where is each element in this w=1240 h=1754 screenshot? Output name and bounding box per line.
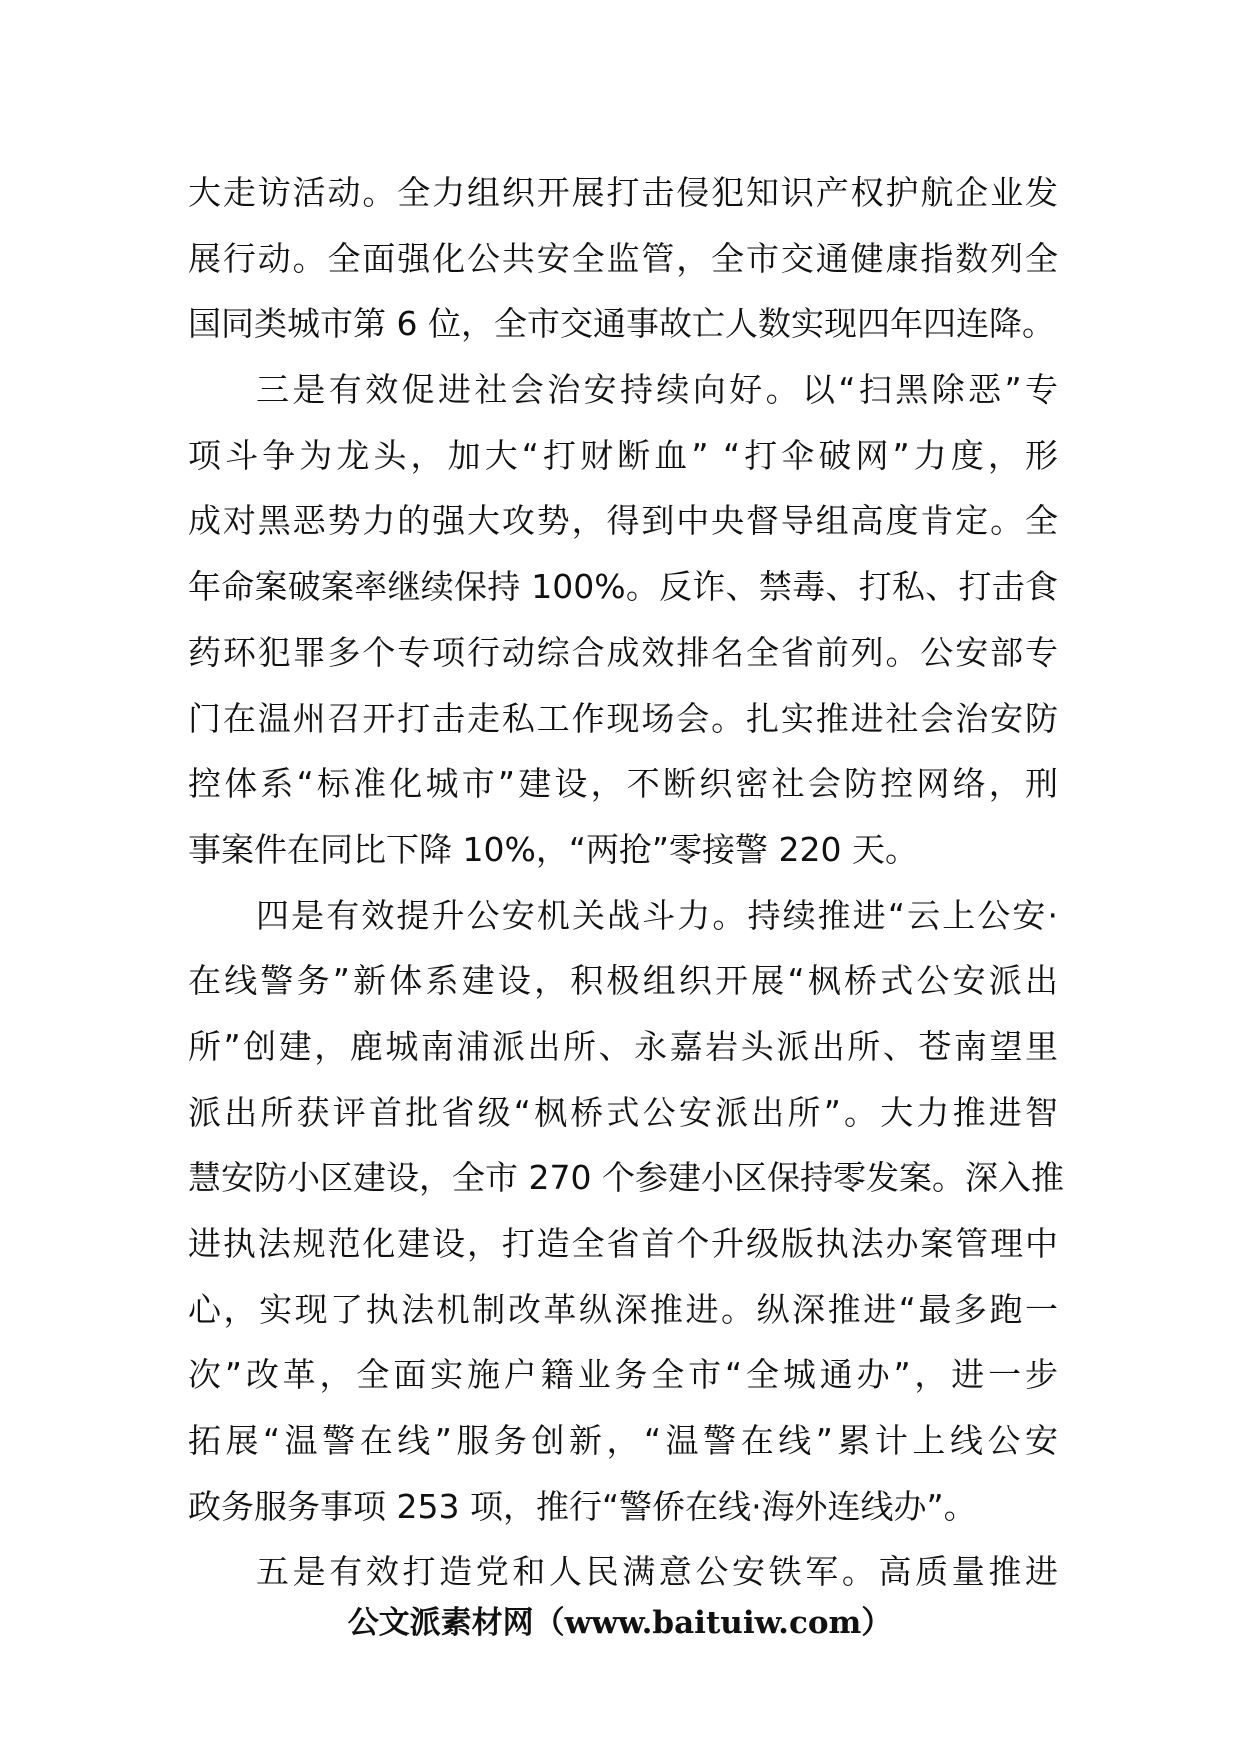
paragraph-4 — [188, 1539, 1058, 1605]
text-line: 五是有效打造党和人民满意公安铁军。高质量推进 — [256, 1552, 1058, 1592]
text-line: 四是有效提升公安机关战斗力。持续推进“云上公安· — [256, 895, 1058, 935]
text-line: 国同类城市第 6 位，全市交通事故亡人数实现四年四连降。 — [188, 304, 1055, 344]
text-line: 派出所获评首批省级“枫桥式公安派出所”。大力推进智 — [188, 1092, 1058, 1132]
text-line: 心，实现了执法机制改革纵深推进。纵深推进“最多跑一 — [188, 1289, 1058, 1329]
footer-watermark: 公文派素材网（www.baituiw.com） — [347, 1605, 893, 1641]
text-line: 三是有效促进社会治安持续向好。以“扫黑除恶”专 — [256, 370, 1058, 410]
body-text — [188, 160, 1064, 1605]
text-line: 大走访活动。全力组织开展打击侵犯知识产权护航企业发 — [188, 173, 1058, 212]
text-line: 控体系“标准化城市”建设，不断织密社会防控网络，刑 — [188, 764, 1058, 804]
text-line: 次”改革，全面实施户籍业务全市“全城通办”，进一步 — [188, 1355, 1058, 1395]
text-line: 展行动。全面强化公共安全监管，全市交通健康指数列全 — [188, 238, 1058, 278]
text-line: 项斗争为龙头，加大“打财断血” “打伞破网”力度，形 — [188, 435, 1058, 475]
text-line: 事案件在同比下降 10%，“两抢”零接警 220 天。 — [188, 829, 918, 869]
text-line: 在线警务”新体系建设，积极组织开展“枫桥式公安派出 — [188, 961, 1058, 1001]
paragraph-3 — [188, 883, 1064, 1540]
text-line: 药环犯罪多个专项行动综合成效排名全省前列。公安部专 — [188, 632, 1058, 672]
text-line: 慧安防小区建设，全市 270 个参建小区保持零发案。深入推 — [188, 1158, 1064, 1198]
text-line: 门在温州召开打击走私工作现场会。扎实推进社会治安防 — [188, 698, 1058, 738]
text-line: 年命案破案率继续保持 100%。反诈、禁毒、打私、打击食 — [188, 567, 1058, 607]
paragraph-2 — [188, 357, 1058, 883]
paragraph-1 — [188, 160, 1058, 357]
text-line: 所”创建，鹿城南浦派出所、永嘉岩头派出所、苍南望里 — [188, 1026, 1058, 1066]
text-line: 进执法规范化建设，打造全省首个升级版执法办案管理中 — [188, 1224, 1058, 1263]
text-line: 拓展“温警在线”服务创新，“温警在线”累计上线公安 — [188, 1421, 1058, 1461]
text-line: 政务服务事项 253 项，推行“警侨在线·海外连线办”。 — [188, 1486, 977, 1526]
text-line: 成对黑恶势力的强大攻势，得到中央督导组高度肯定。全 — [188, 501, 1058, 541]
